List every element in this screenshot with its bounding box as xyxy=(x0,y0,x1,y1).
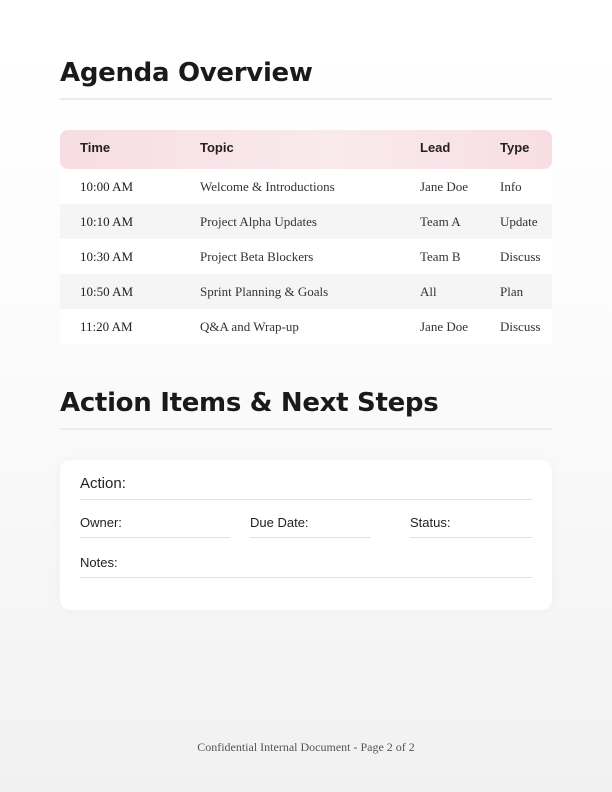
cell-topic: Project Beta Blockers xyxy=(200,249,314,264)
cell-lead: Jane Doe xyxy=(420,179,469,194)
table-row xyxy=(60,274,552,309)
cell-type: Update xyxy=(500,214,538,229)
page-footer: Confidential Internal Document - Page 2 of 2 xyxy=(197,740,415,754)
cell-type: Discuss xyxy=(500,319,541,334)
notes-label: Notes: xyxy=(80,555,118,570)
agenda-divider xyxy=(60,98,552,100)
status-label: Status: xyxy=(410,515,451,530)
cell-time: 10:00 AM xyxy=(80,179,134,194)
cell-time: 10:50 AM xyxy=(80,284,134,299)
cell-lead: Team B xyxy=(420,249,461,264)
notes-field-line[interactable] xyxy=(80,577,532,578)
cell-lead: Jane Doe xyxy=(420,319,469,334)
column-header-time: Time xyxy=(80,140,111,155)
cell-lead: All xyxy=(420,284,437,299)
action-label: Action: xyxy=(80,475,126,492)
cell-topic: Sprint Planning & Goals xyxy=(200,284,329,299)
column-header-lead: Lead xyxy=(420,140,451,155)
agenda-table-header xyxy=(60,130,552,169)
actions-title: Action Items & Next Steps xyxy=(60,388,439,418)
agenda-section-header xyxy=(60,58,552,100)
column-header-topic: Topic xyxy=(200,140,234,155)
table-row xyxy=(60,204,552,239)
table-row xyxy=(60,169,552,204)
actions-divider xyxy=(60,428,552,430)
action-field-line[interactable] xyxy=(80,499,532,500)
table-row xyxy=(60,309,552,344)
cell-topic: Q&A and Wrap-up xyxy=(200,319,299,334)
cell-type: Discuss xyxy=(500,249,541,264)
cell-lead: Team A xyxy=(420,214,461,229)
cell-topic: Project Alpha Updates xyxy=(200,214,317,229)
cell-topic: Welcome & Introductions xyxy=(200,179,335,194)
due-date-label: Due Date: xyxy=(250,515,309,530)
agenda-title: Agenda Overview xyxy=(60,58,313,88)
agenda-table-body xyxy=(60,169,552,344)
column-header-type: Type xyxy=(500,140,530,155)
status-field-line[interactable] xyxy=(410,537,532,538)
action-item-card xyxy=(60,460,552,610)
table-row xyxy=(60,239,552,274)
owner-field-line[interactable] xyxy=(80,537,230,538)
cell-time: 10:30 AM xyxy=(80,249,134,264)
cell-time: 11:20 AM xyxy=(80,319,133,334)
due-date-field-line[interactable] xyxy=(250,537,371,538)
cell-time: 10:10 AM xyxy=(80,214,134,229)
actions-section-header xyxy=(60,388,552,430)
owner-label: Owner: xyxy=(80,515,122,530)
cell-type: Plan xyxy=(500,284,524,299)
agenda-table xyxy=(60,130,552,344)
cell-type: Info xyxy=(500,179,522,194)
